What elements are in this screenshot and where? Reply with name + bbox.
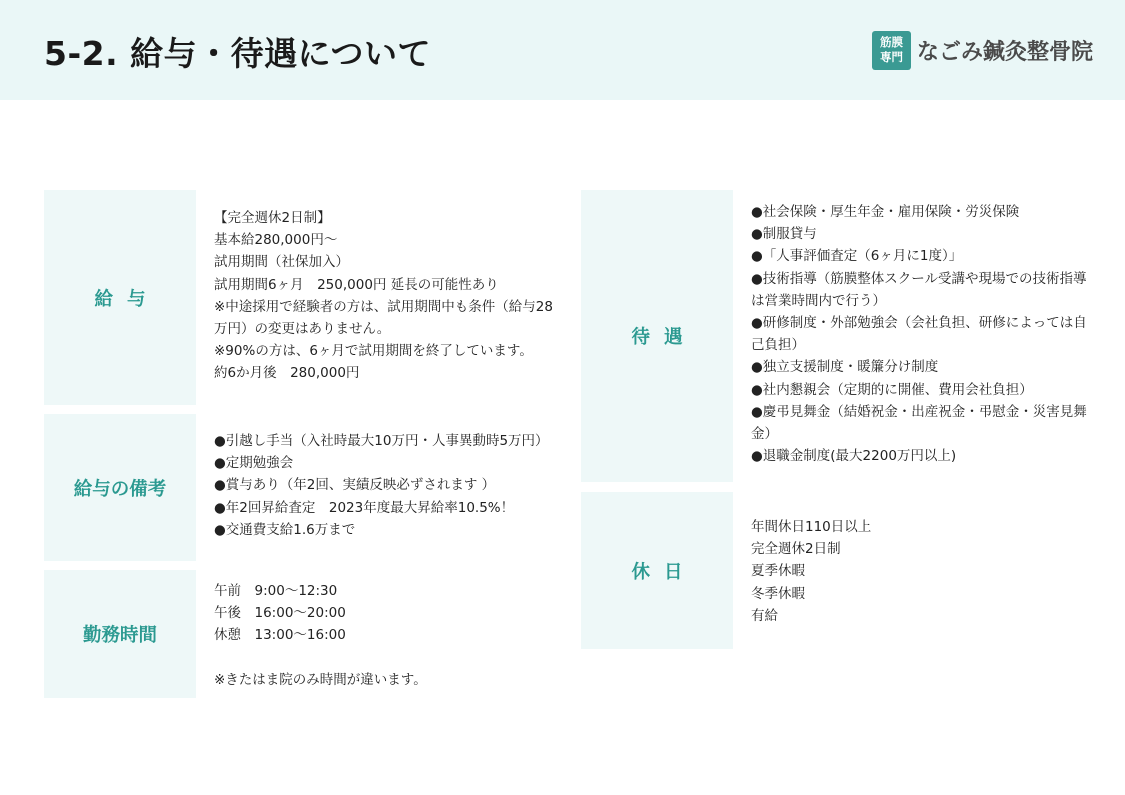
- holidays-line: 冬季休暇: [751, 585, 805, 602]
- logo-name: なごみ鍼灸整骨院: [917, 39, 1094, 65]
- salary-label-cell: [44, 190, 196, 405]
- salary-notes-label: 給与の備考: [73, 478, 167, 500]
- salary-notes-content: [214, 430, 564, 541]
- working-hours-line: ※きたはま院のみ時間が違います。: [214, 671, 427, 688]
- benefits-line: ●「人事評価査定（6ヶ月に1度）」: [751, 248, 963, 265]
- salary-notes-line: ●引越し手当（入社時最大10万円・人事異動時5万円）: [214, 433, 549, 449]
- benefits-line: ●研修制度・外部勉強会（会社負担、研修によっては自己負担）: [751, 315, 1087, 354]
- working-hours-content: [214, 580, 559, 691]
- salary-line: ※中途採用で経験者の方は、試用期間中も条件（給与28万円）の変更はありません。: [214, 298, 553, 338]
- benefits-line: ●社内懇親会（定期的に開催、費用会社負担）: [751, 381, 1033, 398]
- working-hours-label-cell: [44, 570, 196, 698]
- salary-notes-line: ●交通費支給1.6万まで: [214, 521, 356, 538]
- salary-notes-line: ●定期勉強会: [214, 455, 294, 472]
- logo-badge-line1: 筋膜: [880, 35, 903, 49]
- salary-line: 約6か月後 280,000円: [214, 365, 360, 382]
- salary-notes-line: ●賞与あり（年2回、実績反映必ずされます ）: [214, 477, 496, 494]
- salary-line: 試用期間6ヶ月 250,000円 延長の可能性あり: [214, 276, 499, 293]
- salary-label: 給与: [94, 288, 160, 310]
- salary-content: [214, 207, 559, 385]
- benefits-line: ●社会保険・厚生年金・雇用保険・労災保険: [751, 204, 1020, 220]
- holidays-line: 年間休日110日以上: [751, 519, 872, 535]
- salary-line: 【完全週休2日制】: [214, 210, 331, 226]
- benefits-label-cell: [581, 190, 733, 482]
- holidays-label: 休日: [631, 561, 697, 583]
- logo-badge-line2: 専門: [880, 50, 903, 64]
- benefits-line: ●独立支援制度・暖簾分け制度: [751, 359, 939, 376]
- salary-line: 試用期間（社保加入）: [214, 254, 349, 271]
- working-hours-line: 休憩 13:00〜16:00: [214, 627, 346, 644]
- holidays-content: [751, 516, 1096, 627]
- benefits-line: ●技術指導（筋膜整体スクール受講や現場での技術指導は営業時間内で行う）: [751, 270, 1087, 309]
- benefits-line: ●慶弔見舞金（結婚祝金・出産祝金・弔慰金・災害見舞金）: [751, 403, 1087, 443]
- working-hours-line: 午前 9:00〜12:30: [214, 583, 338, 599]
- holidays-line: 完全週休2日制: [751, 541, 841, 558]
- working-hours-spacer: [214, 647, 559, 669]
- salary-line: 基本給280,000円〜: [214, 232, 338, 249]
- salary-notes-line: ●年2回昇給査定 2023年度最大昇給率10.5%！: [214, 499, 515, 516]
- benefits-content: [751, 201, 1096, 467]
- holidays-label-cell: [581, 492, 733, 649]
- salary-line: ※90%の方は、6ヶ月で試用期間を終了しています。: [214, 343, 533, 360]
- holidays-line: 有給: [751, 607, 778, 624]
- working-hours-line: 午後 16:00〜20:00: [214, 605, 346, 622]
- working-hours-label: 勤務時間: [82, 625, 157, 646]
- benefits-line: ●退職金制度(最大2200万円以上): [751, 448, 957, 465]
- salary-notes-label-cell: [44, 414, 196, 561]
- header-band: [0, 0, 1125, 100]
- benefits-line: ●制服貸与: [751, 226, 817, 243]
- logo-badge: [872, 31, 911, 70]
- page-title: 5-2. 給与・待遇について: [44, 34, 431, 73]
- benefits-label: 待遇: [631, 327, 697, 348]
- holidays-line: 夏季休暇: [751, 563, 805, 580]
- logo: [872, 30, 1093, 70]
